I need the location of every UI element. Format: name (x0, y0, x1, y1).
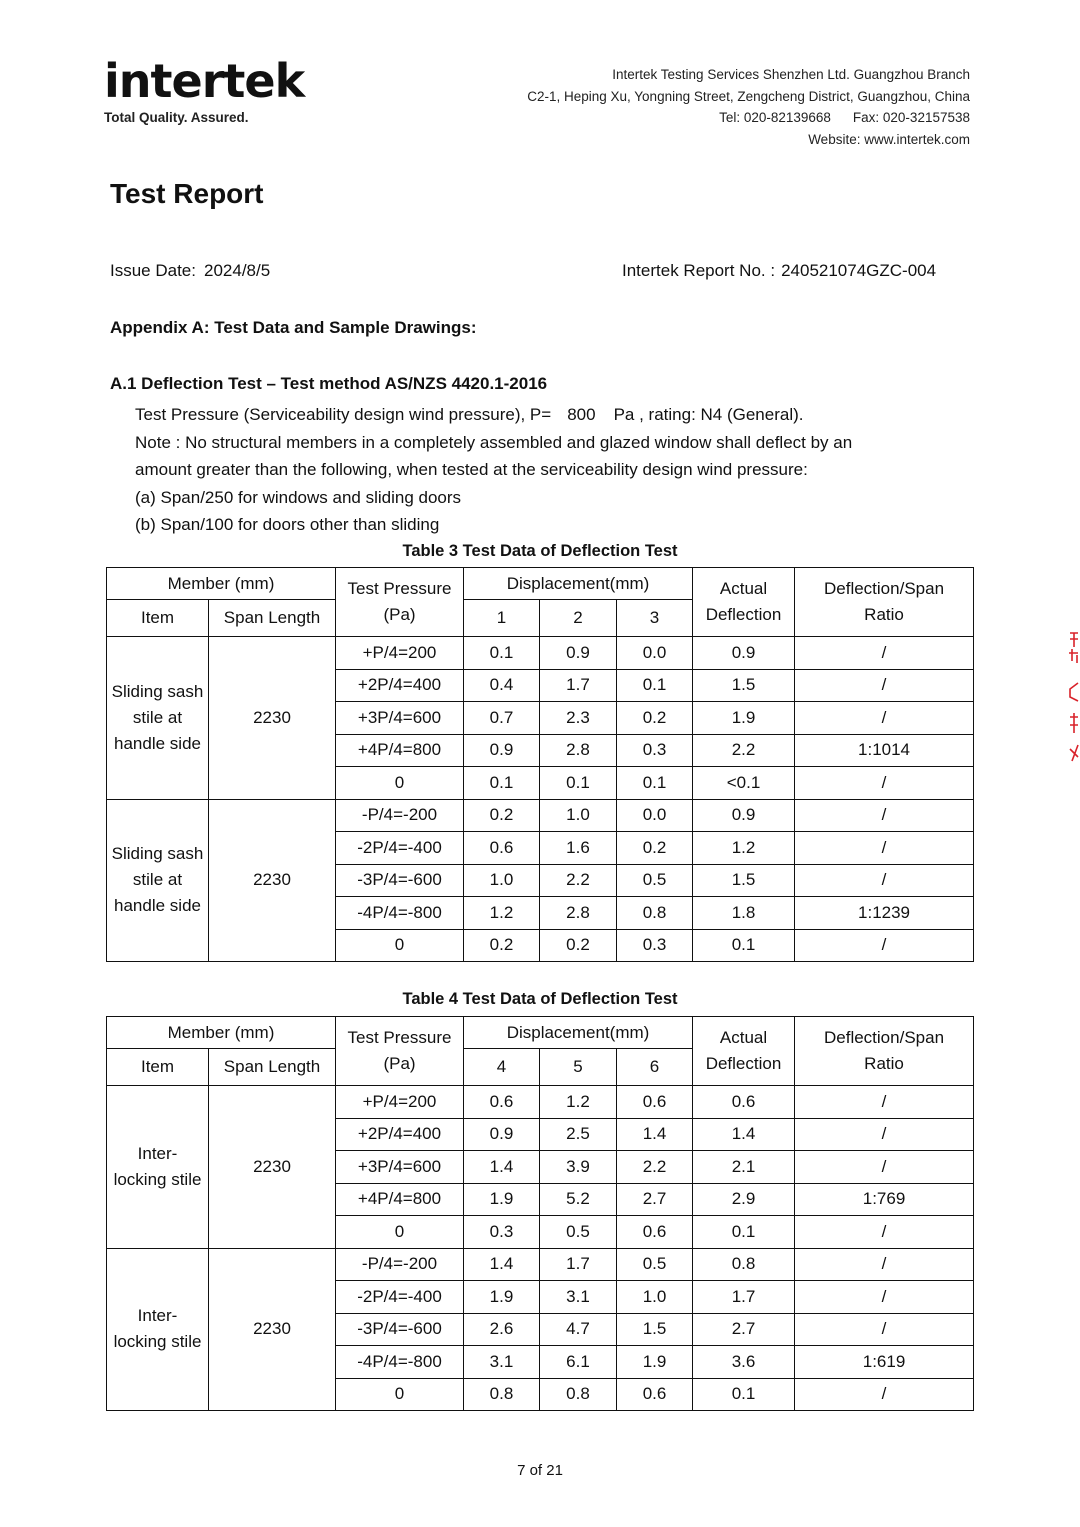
test-pressure-cell: +2P/4=400 (336, 669, 464, 702)
ratio-cell: / (795, 1281, 974, 1314)
item-cell-line: handle side (114, 896, 201, 916)
displacement-cell: 1.9 (464, 1281, 540, 1314)
ratio-cell: / (795, 669, 974, 702)
header-test-pressure (336, 1017, 464, 1086)
displacement-cell: 2.2 (540, 864, 617, 897)
company-tel: Tel: 020-82139668 (719, 110, 831, 125)
displacement-cell: 1.6 (540, 832, 617, 865)
ratio-cell: 1:769 (795, 1183, 974, 1216)
displacement-cell: 2.8 (540, 734, 617, 767)
header-displacement-col: 6 (617, 1049, 693, 1086)
table-caption: Table 3 Test Data of Deflection Test (402, 542, 678, 560)
displacement-cell: 2.2 (617, 1151, 693, 1184)
displacement-cell: 0.2 (464, 929, 540, 962)
displacement-cell: 5.2 (540, 1183, 617, 1216)
deflection-table (106, 1016, 974, 1411)
header-member: Member (mm) (107, 568, 336, 600)
displacement-cell: 0.8 (540, 1378, 617, 1411)
displacement-cell: 0.9 (540, 637, 617, 670)
section-heading: A.1 Deflection Test – Test method AS/NZS 4420.1-2016 (110, 374, 548, 393)
header-deflection-span-ratio (795, 568, 974, 637)
test-pressure-cell: +2P/4=400 (336, 1118, 464, 1151)
header-displacement-col: 3 (617, 600, 693, 637)
displacement-cell: 1.2 (464, 897, 540, 930)
actual-deflection-cell: 2.9 (693, 1183, 795, 1216)
displacement-cell: 1.2 (540, 1086, 617, 1119)
pressure-prefix: Test Pressure (Serviceability design wind pressure), P= (135, 405, 552, 424)
displacement-cell: 0.1 (540, 767, 617, 800)
table-header-row (107, 568, 974, 600)
displacement-cell: 0.5 (540, 1216, 617, 1249)
displacement-cell: 0.8 (617, 897, 693, 930)
company-phone-fax (527, 107, 970, 129)
item-cell (107, 799, 209, 962)
criterion-b: (b) Span/100 for doors other than sliding (135, 515, 440, 534)
ratio-cell: / (795, 1086, 974, 1119)
header-displacement: Displacement(mm) (464, 568, 693, 600)
displacement-cell: 3.1 (540, 1281, 617, 1314)
displacement-cell: 4.7 (540, 1313, 617, 1346)
test-pressure-cell: +P/4=200 (336, 637, 464, 670)
displacement-cell: 1.5 (617, 1313, 693, 1346)
header-actual-deflection (693, 1017, 795, 1086)
displacement-cell: 2.6 (464, 1313, 540, 1346)
header-displacement-col: 2 (540, 600, 617, 637)
span-length-cell: 2230 (209, 637, 336, 800)
actual-deflection-cell: 2.7 (693, 1313, 795, 1346)
table-row (107, 1086, 974, 1119)
ratio-cell: / (795, 767, 974, 800)
ratio-cell: 1:1014 (795, 734, 974, 767)
test-pressure-cell: +4P/4=800 (336, 1183, 464, 1216)
displacement-cell: 0.1 (617, 669, 693, 702)
table-header-row (107, 1017, 974, 1049)
header-deflection-span-ratio-line: Deflection/Span (824, 579, 945, 598)
header-displacement-col: 5 (540, 1049, 617, 1086)
table-row (107, 1248, 974, 1281)
displacement-cell: 2.5 (540, 1118, 617, 1151)
note-line-1: Note : No structural members in a completely assembled and glazed window shall deflect by an (135, 432, 853, 452)
ratio-cell: / (795, 799, 974, 832)
displacement-cell: 0.2 (464, 799, 540, 832)
test-pressure-cell: 0 (336, 1216, 464, 1249)
test-pressure-cell: -3P/4=-600 (336, 1313, 464, 1346)
displacement-cell: 6.1 (540, 1346, 617, 1379)
actual-deflection-cell: 2.1 (693, 1151, 795, 1184)
company-website: Website: www.intertek.com (808, 131, 970, 147)
displacement-cell: 1.4 (464, 1151, 540, 1184)
report-number-label: Intertek Report No. : (622, 261, 776, 280)
report-number-line (622, 261, 936, 281)
header-item: Item (107, 600, 209, 637)
displacement-cell: 0.9 (464, 734, 540, 767)
displacement-cell: 1.9 (617, 1346, 693, 1379)
displacement-cell: 0.6 (617, 1086, 693, 1119)
item-cell-line: stile at (132, 707, 183, 727)
displacement-cell: 1.4 (617, 1118, 693, 1151)
logo-wordmark: intertek (104, 54, 305, 108)
displacement-cell: 0.6 (617, 1378, 693, 1411)
span-length-cell: 2230 (209, 1248, 336, 1411)
ratio-cell: / (795, 1313, 974, 1346)
item-cell (107, 637, 209, 800)
displacement-cell: 0.1 (617, 767, 693, 800)
header-actual-deflection-line: Deflection (705, 605, 782, 624)
displacement-cell: 0.8 (464, 1378, 540, 1411)
actual-deflection-cell: 0.1 (693, 929, 795, 962)
pressure-line (135, 401, 955, 429)
item-cell-line: Inter- (137, 1306, 178, 1326)
displacement-cell: 1.4 (464, 1248, 540, 1281)
test-description (135, 401, 955, 539)
header-deflection-span-ratio (795, 1017, 974, 1086)
actual-deflection-cell: 3.6 (693, 1346, 795, 1379)
header-actual-deflection-line: Actual (719, 579, 768, 598)
header-span-length: Span Length (209, 600, 336, 637)
item-cell-line: Sliding sash (111, 681, 204, 701)
header-deflection-span-ratio-line: Deflection/Span (824, 1028, 945, 1047)
actual-deflection-cell: 1.9 (693, 702, 795, 735)
item-cell-line: stile at (132, 870, 183, 890)
displacement-cell: 0.9 (464, 1118, 540, 1151)
ratio-cell: / (795, 637, 974, 670)
actual-deflection-cell: 0.8 (693, 1248, 795, 1281)
item-cell-line: Sliding sash (111, 844, 204, 864)
test-pressure-cell: 0 (336, 767, 464, 800)
ratio-cell: 1:1239 (795, 897, 974, 930)
header-span-length: Span Length (209, 1049, 336, 1086)
displacement-cell: 0.6 (617, 1216, 693, 1249)
displacement-cell: 0.6 (464, 1086, 540, 1119)
displacement-cell: 3.1 (464, 1346, 540, 1379)
table-caption: Table 4 Test Data of Deflection Test (402, 990, 678, 1008)
span-length-cell: 2230 (209, 1086, 336, 1249)
test-pressure-cell: +3P/4=600 (336, 702, 464, 735)
company-fax: Fax: 020-32157538 (852, 110, 970, 125)
page-title: Test Report (110, 178, 264, 209)
company-address: C2-1, Heping Xu, Yongning Street, Zengcheng District, Guangzhou, China (527, 88, 970, 104)
header-actual-deflection-line: Actual (719, 1028, 768, 1047)
actual-deflection-cell: 1.5 (693, 669, 795, 702)
displacement-cell: 0.2 (617, 832, 693, 865)
ratio-cell: / (795, 702, 974, 735)
stamp-mark (1064, 625, 1080, 765)
actual-deflection-cell: 0.9 (693, 637, 795, 670)
actual-deflection-cell: 1.5 (693, 864, 795, 897)
displacement-cell: 1.0 (617, 1281, 693, 1314)
displacement-cell: 0.5 (617, 864, 693, 897)
company-logo (104, 56, 304, 125)
actual-deflection-cell: 1.4 (693, 1118, 795, 1151)
test-pressure-cell: -4P/4=-800 (336, 897, 464, 930)
test-pressure-cell: -P/4=-200 (336, 799, 464, 832)
header-test-pressure-line: (Pa) (383, 605, 416, 624)
displacement-cell: 0.3 (464, 1216, 540, 1249)
actual-deflection-cell: 1.7 (693, 1281, 795, 1314)
displacement-cell: 0.7 (464, 702, 540, 735)
displacement-cell: 0.4 (464, 669, 540, 702)
header-actual-deflection-line: Deflection (705, 1054, 782, 1073)
report-number-value: 240521074GZC-004 (781, 261, 937, 280)
displacement-cell: 2.8 (540, 897, 617, 930)
displacement-cell: 0.5 (617, 1248, 693, 1281)
displacement-cell: 1.7 (540, 669, 617, 702)
displacement-cell: 0.6 (464, 832, 540, 865)
displacement-cell: 0.2 (617, 702, 693, 735)
actual-deflection-cell: 0.1 (693, 1216, 795, 1249)
header-test-pressure-line: (Pa) (383, 1054, 416, 1073)
test-pressure-cell: +4P/4=800 (336, 734, 464, 767)
header-test-pressure-line: Test Pressure (347, 579, 452, 598)
test-pressure-cell: -P/4=-200 (336, 1248, 464, 1281)
header-member: Member (mm) (107, 1017, 336, 1049)
displacement-cell: 1.9 (464, 1183, 540, 1216)
issue-date-value: 2024/8/5 (204, 261, 271, 280)
test-pressure-cell: -2P/4=-400 (336, 832, 464, 865)
displacement-cell: 0.3 (617, 929, 693, 962)
company-name: Intertek Testing Services Shenzhen Ltd. Guangzhou Branch (612, 67, 970, 82)
displacement-cell: 0.0 (617, 799, 693, 832)
header-displacement-col: 4 (464, 1049, 540, 1086)
item-cell (107, 1086, 209, 1249)
deflection-table (106, 567, 974, 962)
issue-date-label: Issue Date: (110, 261, 196, 280)
pressure-suffix: Pa , rating: N4 (General). (613, 405, 804, 424)
item-cell-line: handle side (114, 733, 201, 753)
displacement-cell: 0.2 (540, 929, 617, 962)
actual-deflection-cell: 1.8 (693, 897, 795, 930)
ratio-cell: 1:619 (795, 1346, 974, 1379)
table-row (107, 637, 974, 670)
actual-deflection-cell: 0.9 (693, 799, 795, 832)
actual-deflection-cell: 1.2 (693, 832, 795, 865)
ratio-cell: / (795, 864, 974, 897)
ratio-cell: / (795, 1216, 974, 1249)
displacement-cell: 0.0 (617, 637, 693, 670)
header-displacement-col: 1 (464, 600, 540, 637)
displacement-cell: 2.3 (540, 702, 617, 735)
header-deflection-span-ratio-line: Ratio (864, 605, 904, 624)
displacement-cell: 1.7 (540, 1248, 617, 1281)
displacement-cell: 0.1 (464, 767, 540, 800)
test-pressure-cell: -3P/4=-600 (336, 864, 464, 897)
displacement-cell: 1.0 (464, 864, 540, 897)
actual-deflection-cell: 2.2 (693, 734, 795, 767)
item-cell-line: locking stile (113, 1169, 202, 1189)
test-pressure-cell: -4P/4=-800 (336, 1346, 464, 1379)
appendix-heading: Appendix A: Test Data and Sample Drawings: (110, 318, 477, 337)
item-cell-line: Inter- (137, 1143, 178, 1163)
criterion-a: (a) Span/250 for windows and sliding doors (135, 487, 462, 507)
company-info (527, 64, 970, 150)
displacement-cell: 0.1 (464, 637, 540, 670)
ratio-cell: / (795, 832, 974, 865)
header-actual-deflection (693, 568, 795, 637)
displacement-cell: 2.7 (617, 1183, 693, 1216)
test-pressure-cell: 0 (336, 1378, 464, 1411)
test-pressure-cell: +P/4=200 (336, 1086, 464, 1119)
test-pressure-cell: -2P/4=-400 (336, 1281, 464, 1314)
ratio-cell: / (795, 1151, 974, 1184)
page-number: 7 of 21 (517, 1462, 563, 1479)
ratio-cell: / (795, 1118, 974, 1151)
header-test-pressure (336, 568, 464, 637)
actual-deflection-cell: <0.1 (693, 767, 795, 800)
header-item: Item (107, 1049, 209, 1086)
ratio-cell: / (795, 1248, 974, 1281)
issue-date-line (110, 261, 270, 281)
actual-deflection-cell: 0.1 (693, 1378, 795, 1411)
ratio-cell: / (795, 1378, 974, 1411)
ratio-cell: / (795, 929, 974, 962)
displacement-cell: 3.9 (540, 1151, 617, 1184)
header-test-pressure-line: Test Pressure (347, 1028, 452, 1047)
table-row (107, 799, 974, 832)
test-pressure-cell: +3P/4=600 (336, 1151, 464, 1184)
pressure-value: 800 (567, 405, 596, 424)
item-cell-line: locking stile (113, 1332, 202, 1352)
logo-tagline: Total Quality. Assured. (104, 110, 249, 125)
header-deflection-span-ratio-line: Ratio (864, 1054, 904, 1073)
displacement-cell: 1.0 (540, 799, 617, 832)
header-displacement: Displacement(mm) (464, 1017, 693, 1049)
note-line-2: amount greater than the following, when tested at the serviceability design wind pressure: (135, 460, 808, 479)
span-length-cell: 2230 (209, 799, 336, 962)
actual-deflection-cell: 0.6 (693, 1086, 795, 1119)
test-pressure-cell: 0 (336, 929, 464, 962)
displacement-cell: 0.3 (617, 734, 693, 767)
item-cell (107, 1248, 209, 1411)
